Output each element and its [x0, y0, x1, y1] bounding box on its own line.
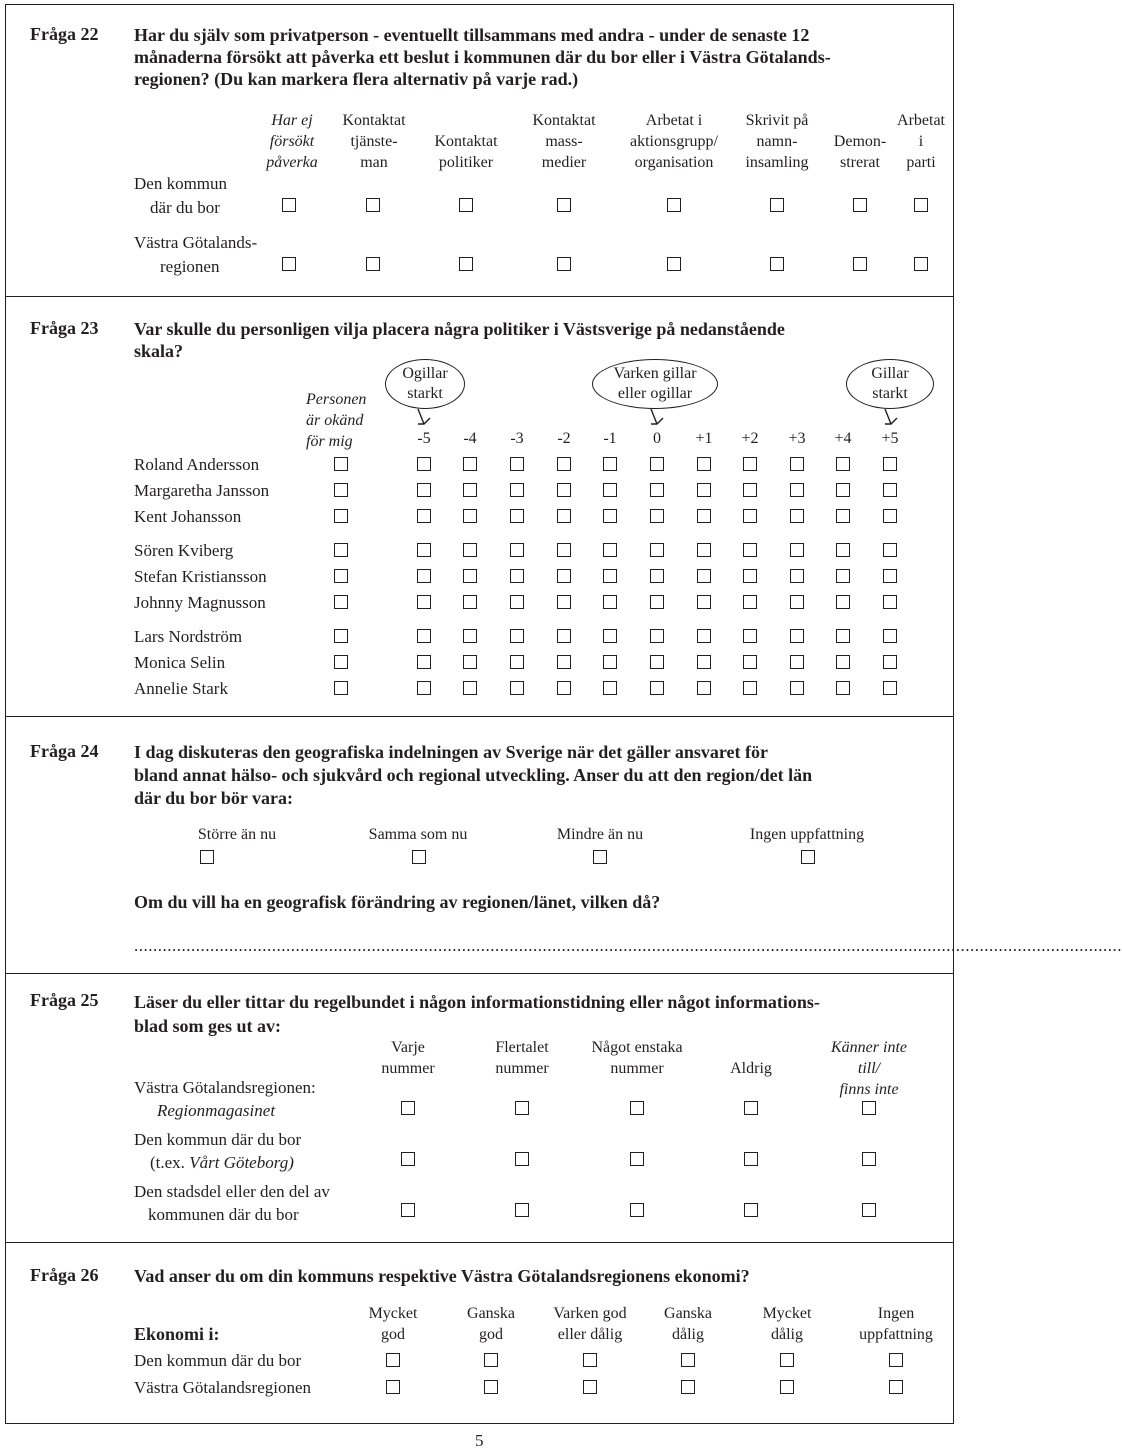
politician-name: Stefan Kristiansson — [134, 567, 267, 586]
row-label: Västra Götalandsregionen: Regionmagasinet — [134, 1078, 316, 1120]
column-header: Kontaktat tjänste- man — [342, 112, 406, 171]
column-header: Mycket god — [368, 1305, 418, 1343]
checkbox[interactable] — [836, 543, 850, 557]
checkbox[interactable] — [790, 629, 804, 643]
option-label: Större än nu — [197, 826, 277, 843]
politician-name: Roland Andersson — [134, 455, 260, 474]
divider — [5, 1242, 954, 1243]
row-label: Västra Götalandsregionen — [134, 1378, 312, 1397]
checkbox[interactable] — [790, 483, 804, 497]
checkbox[interactable] — [334, 655, 348, 669]
question-text: Var skulle du personligen vilja placera några politiker i Västsverige på nedanstående skala? — [134, 319, 785, 361]
checkbox[interactable] — [836, 681, 850, 695]
checkbox[interactable] — [650, 569, 664, 583]
checkbox[interactable] — [862, 1152, 876, 1166]
checkbox[interactable] — [463, 543, 477, 557]
column-header: Känner inte till/ finns inte — [831, 1039, 907, 1098]
column-header: Arbetat i aktionsgrupp/ organisation — [630, 112, 718, 171]
checkbox[interactable] — [630, 1152, 644, 1166]
checkbox[interactable] — [510, 543, 524, 557]
checkbox[interactable] — [603, 595, 617, 609]
checkbox[interactable] — [697, 483, 711, 497]
question-text: Har du själv som privatperson - eventuellt tillsammans med andra - under de senaste 12 månaderna försökt att påverka ett beslut i kommunen där du bor eller i Västra Götalands- regionen? (Du kan markera flera alternativ på varje rad.) — [134, 25, 831, 89]
checkbox[interactable] — [557, 681, 571, 695]
checkbox[interactable] — [603, 457, 617, 471]
checkbox[interactable] — [463, 655, 477, 669]
checkbox[interactable] — [743, 457, 757, 471]
option-label: Ingen uppfattning — [749, 826, 865, 843]
checkbox[interactable] — [650, 509, 664, 523]
column-header: Kontaktat politiker — [434, 133, 498, 171]
checkbox[interactable] — [743, 483, 757, 497]
checkbox[interactable] — [463, 483, 477, 497]
checkbox[interactable] — [417, 509, 431, 523]
checkbox[interactable] — [603, 681, 617, 695]
checkbox[interactable] — [510, 655, 524, 669]
option-label: Samma som nu — [368, 826, 468, 843]
row-label: Den kommun där du bor (t.ex. Vårt Göteborg) — [134, 1130, 302, 1172]
checkbox[interactable] — [790, 595, 804, 609]
checkbox[interactable] — [883, 483, 897, 497]
checkbox[interactable] — [200, 850, 214, 864]
checkbox[interactable] — [681, 1353, 695, 1367]
checkbox[interactable] — [334, 483, 348, 497]
checkbox[interactable] — [603, 655, 617, 669]
checkbox[interactable] — [883, 457, 897, 471]
checkbox[interactable] — [697, 629, 711, 643]
scale-label: +3 — [788, 430, 806, 447]
checkbox[interactable] — [463, 629, 477, 643]
checkbox[interactable] — [515, 1152, 529, 1166]
checkbox[interactable] — [630, 1101, 644, 1115]
checkbox[interactable] — [650, 655, 664, 669]
row-label: Den kommun där du bor — [134, 1351, 302, 1370]
checkbox[interactable] — [386, 1353, 400, 1367]
checkbox[interactable] — [334, 595, 348, 609]
checkbox[interactable] — [790, 543, 804, 557]
checkbox[interactable] — [510, 595, 524, 609]
arrow-icon — [885, 409, 897, 424]
checkbox[interactable] — [790, 457, 804, 471]
checkbox[interactable] — [650, 629, 664, 643]
checkbox[interactable] — [515, 1101, 529, 1115]
checkbox[interactable] — [883, 681, 897, 695]
question-text: Läser du eller tittar du regelbundet i någon informationstidning eller något informations- blad som ges ut av: — [134, 992, 820, 1036]
checkbox[interactable] — [883, 629, 897, 643]
checkbox[interactable] — [836, 457, 850, 471]
checkbox[interactable] — [697, 569, 711, 583]
scale-label: -5 — [417, 430, 431, 447]
checkbox[interactable] — [697, 509, 711, 523]
answer-line[interactable]: ................................................................................................................................................................................................................ — [134, 936, 1122, 955]
scale-label: +1 — [695, 430, 713, 447]
option-label: Mindre än nu — [556, 826, 644, 843]
row-label: Västra Götalands- regionen — [134, 233, 258, 276]
scale-label: -4 — [463, 430, 477, 447]
checkbox[interactable] — [417, 569, 431, 583]
checkbox[interactable] — [603, 569, 617, 583]
checkbox[interactable] — [510, 681, 524, 695]
column-header: Mycket dålig — [762, 1305, 812, 1343]
checkbox[interactable] — [557, 595, 571, 609]
scale-label: -3 — [510, 430, 524, 447]
checkbox[interactable] — [836, 629, 850, 643]
scale-label: -2 — [557, 430, 571, 447]
checkbox[interactable] — [743, 569, 757, 583]
checkbox[interactable] — [744, 1152, 758, 1166]
checkbox[interactable] — [743, 681, 757, 695]
checkbox[interactable] — [743, 543, 757, 557]
checkbox[interactable] — [744, 1101, 758, 1115]
checkbox[interactable] — [743, 655, 757, 669]
row-label: Den kommun där du bor — [134, 174, 228, 217]
column-header: Aldrig — [730, 1060, 772, 1077]
question-number: Fråga 25 — [30, 990, 99, 1010]
column-header: Ganska dålig — [664, 1305, 712, 1343]
checkbox[interactable] — [780, 1380, 794, 1394]
checkbox[interactable] — [334, 457, 348, 471]
anchor-arrows — [0, 0, 960, 460]
politician-name: Margaretha Jansson — [134, 481, 270, 500]
checkbox[interactable] — [463, 681, 477, 695]
checkbox[interactable] — [743, 595, 757, 609]
page-number: 5 — [475, 1431, 484, 1450]
checkbox[interactable] — [883, 655, 897, 669]
divider — [5, 716, 954, 717]
question-number: Fråga 24 — [30, 741, 99, 761]
checkbox[interactable] — [862, 1203, 876, 1217]
checkbox[interactable] — [836, 655, 850, 669]
checkbox[interactable] — [650, 543, 664, 557]
checkbox[interactable] — [334, 509, 348, 523]
checkbox[interactable] — [697, 655, 711, 669]
anchor-bubble-low: Ogillar starkt — [385, 359, 465, 409]
checkbox[interactable] — [417, 681, 431, 695]
checkbox[interactable] — [836, 483, 850, 497]
column-header: Ganska god — [467, 1305, 515, 1343]
column-header: Kontaktat mass- medier — [532, 112, 596, 171]
arrow-icon — [418, 409, 430, 424]
checkbox[interactable] — [836, 569, 850, 583]
checkbox[interactable] — [412, 850, 426, 864]
checkbox[interactable] — [510, 509, 524, 523]
checkbox[interactable] — [557, 509, 571, 523]
checkbox[interactable] — [681, 1380, 695, 1394]
checkbox[interactable] — [463, 569, 477, 583]
checkbox[interactable] — [836, 595, 850, 609]
checkbox[interactable] — [510, 483, 524, 497]
checkbox[interactable] — [417, 655, 431, 669]
checkbox[interactable] — [883, 509, 897, 523]
checkbox[interactable] — [697, 457, 711, 471]
scale-label: +2 — [741, 430, 759, 447]
checkbox[interactable] — [557, 629, 571, 643]
checkbox[interactable] — [557, 543, 571, 557]
checkbox[interactable] — [790, 569, 804, 583]
checkbox[interactable] — [889, 1380, 903, 1394]
question-number: Fråga 22 — [30, 24, 99, 44]
column-header: Något enstaka nummer — [591, 1039, 683, 1077]
scale-label: 0 — [653, 430, 661, 447]
checkbox[interactable] — [650, 457, 664, 471]
checkbox[interactable] — [334, 543, 348, 557]
checkbox[interactable] — [417, 543, 431, 557]
checkbox[interactable] — [883, 543, 897, 557]
divider — [5, 973, 954, 974]
checkbox[interactable] — [836, 509, 850, 523]
politician-name: Lars Nordström — [134, 627, 243, 646]
checkbox[interactable] — [743, 509, 757, 523]
question-number: Fråga 23 — [30, 318, 99, 338]
checkbox[interactable] — [801, 850, 815, 864]
checkbox[interactable] — [790, 681, 804, 695]
checkbox[interactable] — [790, 655, 804, 669]
politician-name: Johnny Magnusson — [134, 593, 266, 612]
checkbox[interactable] — [386, 1380, 400, 1394]
checkbox[interactable] — [697, 543, 711, 557]
checkbox[interactable] — [463, 595, 477, 609]
followup-question: Om du vill ha en geografisk förändring av regionen/länet, vilken då? — [134, 892, 661, 912]
politician-name: Annelie Stark — [134, 679, 228, 698]
column-header: Demon- strerat — [833, 133, 887, 171]
question-number: Fråga 26 — [30, 1265, 99, 1285]
checkbox[interactable] — [463, 457, 477, 471]
checkbox[interactable] — [583, 1353, 597, 1367]
question-text: I dag diskuteras den geografiska indelningen av Sverige när det gäller ansvaret för bland annat hälso- och sjukvård och regional utveckling. Anser du att den region/det län där du bor bör vara: — [134, 742, 813, 808]
column-header: Varken god eller dålig — [553, 1305, 627, 1343]
checkbox[interactable] — [650, 595, 664, 609]
checkbox[interactable] — [630, 1203, 644, 1217]
checkbox[interactable] — [603, 543, 617, 557]
checkbox[interactable] — [557, 655, 571, 669]
checkbox[interactable] — [889, 1353, 903, 1367]
scale-label: -1 — [603, 430, 617, 447]
checkbox[interactable] — [463, 509, 477, 523]
politician-name: Sören Kviberg — [134, 541, 234, 560]
row-label: Den stadsdel eller den del av kommunen där du bor — [134, 1182, 330, 1224]
checkbox[interactable] — [603, 629, 617, 643]
checkbox[interactable] — [697, 681, 711, 695]
checkbox[interactable] — [593, 850, 607, 864]
checkbox[interactable] — [557, 483, 571, 497]
checkbox[interactable] — [401, 1101, 415, 1115]
arrow-icon — [651, 409, 663, 424]
checkbox[interactable] — [603, 509, 617, 523]
checkbox[interactable] — [780, 1353, 794, 1367]
scale-label: +4 — [834, 430, 852, 447]
checkbox[interactable] — [862, 1101, 876, 1115]
checkbox[interactable] — [603, 483, 617, 497]
checkbox[interactable] — [510, 569, 524, 583]
column-header: Ingen uppfattning — [859, 1305, 933, 1343]
question-text: Vad anser du om din kommuns respektive Västra Götalandsregionens ekonomi? — [134, 1266, 750, 1286]
subheading: Ekonomi i: — [134, 1324, 220, 1344]
column-header: Arbetat i parti — [897, 112, 945, 171]
checkbox[interactable] — [790, 509, 804, 523]
politician-name: Kent Johansson — [134, 507, 242, 526]
checkbox[interactable] — [583, 1380, 597, 1394]
checkbox[interactable] — [650, 483, 664, 497]
checkbox[interactable] — [515, 1203, 529, 1217]
checkbox[interactable] — [744, 1203, 758, 1217]
checkbox[interactable] — [883, 595, 897, 609]
checkbox[interactable] — [334, 681, 348, 695]
checkbox[interactable] — [417, 595, 431, 609]
column-header: Flertalet nummer — [495, 1039, 549, 1077]
checkbox[interactable] — [417, 457, 431, 471]
column-header: Skrivit på namn- insamling — [745, 112, 809, 171]
checkbox[interactable] — [401, 1203, 415, 1217]
anchor-bubble-mid: Varken gillar eller ogillar — [592, 359, 718, 409]
checkbox[interactable] — [650, 681, 664, 695]
checkbox[interactable] — [484, 1380, 498, 1394]
checkbox[interactable] — [334, 629, 348, 643]
checkbox[interactable] — [883, 569, 897, 583]
checkbox[interactable] — [484, 1353, 498, 1367]
checkbox[interactable] — [557, 569, 571, 583]
checkbox[interactable] — [510, 629, 524, 643]
checkbox[interactable] — [743, 629, 757, 643]
politician-name: Monica Selin — [134, 653, 226, 672]
column-header: Varje nummer — [381, 1039, 435, 1077]
unknown-label: Personen är okänd för mig — [306, 391, 367, 450]
checkbox[interactable] — [417, 629, 431, 643]
checkbox[interactable] — [401, 1152, 415, 1166]
checkbox[interactable] — [510, 457, 524, 471]
checkbox[interactable] — [557, 457, 571, 471]
checkbox[interactable] — [697, 595, 711, 609]
checkbox[interactable] — [417, 483, 431, 497]
scale-label: +5 — [881, 430, 899, 447]
checkbox[interactable] — [334, 569, 348, 583]
column-header: Har ej försökt påverka — [266, 112, 318, 171]
anchor-bubble-high: Gillar starkt — [846, 359, 934, 409]
